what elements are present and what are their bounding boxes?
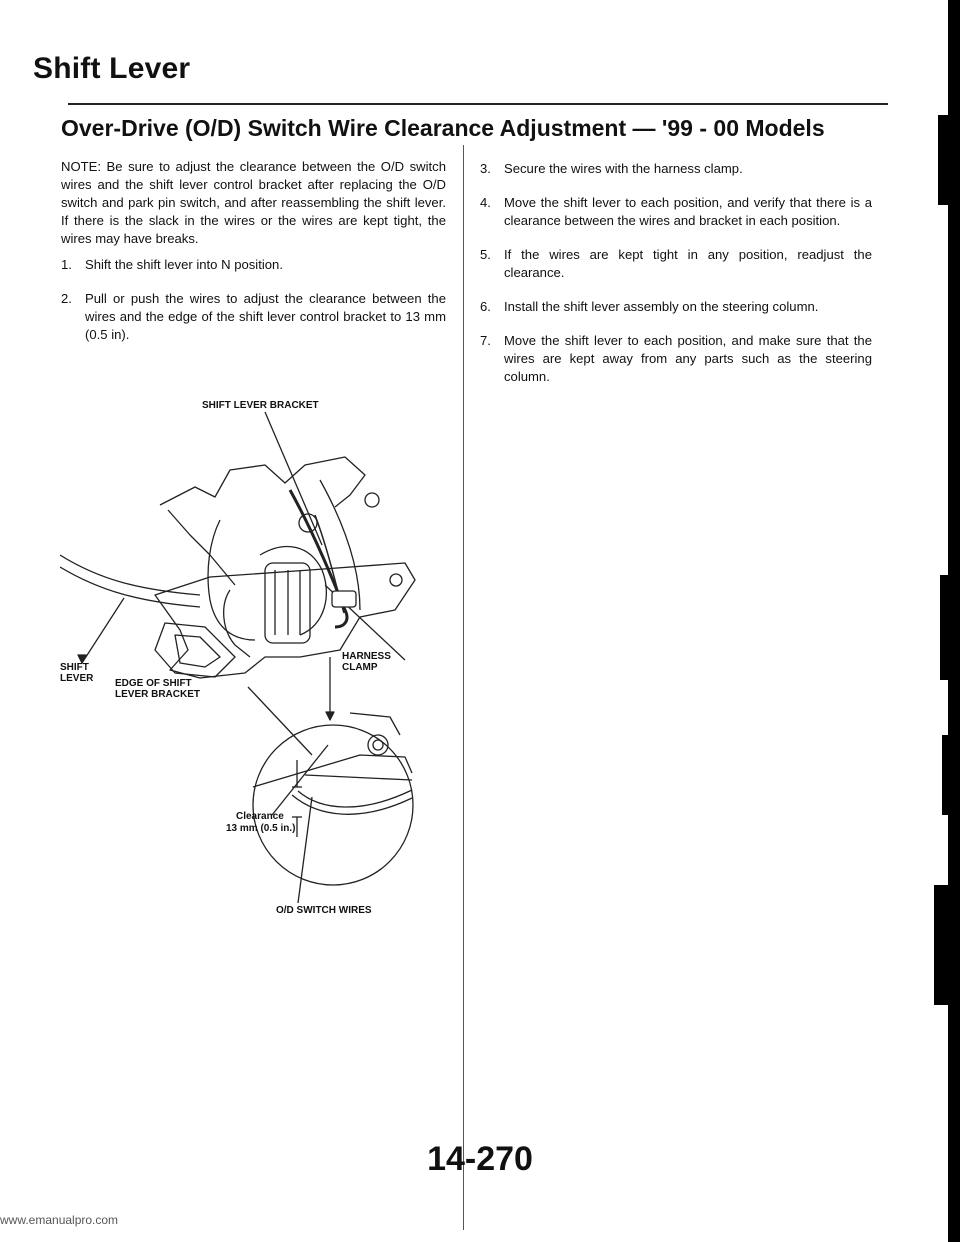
page-edge-tab	[938, 115, 960, 205]
step-text: Shift the shift lever into N position.	[85, 257, 283, 272]
step-text: If the wires are kept tight in any position, readjust the clearance.	[504, 247, 872, 280]
step-text: Move the shift lever to each position, and make sure that the wires are kept away from any parts such as the steering column.	[504, 333, 872, 384]
title-rule	[68, 103, 888, 105]
page-edge-tab	[942, 735, 960, 815]
label-od-switch-wires: O/D SWITCH WIRES	[276, 905, 372, 916]
step-number: 6.	[480, 299, 491, 314]
step-item	[61, 290, 446, 344]
label-shift-lever: SHIFT LEVER	[60, 662, 94, 684]
label-clearance-value: 13 mm (0.5 in.)	[226, 823, 296, 834]
label-shift-lever-bracket: SHIFT LEVER BRACKET	[202, 400, 319, 411]
page-title: Shift Lever	[33, 52, 191, 85]
page-edge-tab	[940, 575, 960, 680]
step-number: 5.	[480, 247, 491, 262]
label-edge-of-shift-lever-bracket: EDGE OF SHIFT LEVER BRACKET	[115, 678, 201, 700]
step-item	[61, 256, 446, 274]
watermark: www.emanualpro.com	[0, 1213, 119, 1227]
left-column	[61, 158, 446, 360]
step-text: Move the shift lever to each position, and verify that there is a clearance between the wires and bracket in each position.	[504, 195, 872, 228]
step-text: Pull or push the wires to adjust the clearance between the wires and the edge of the shift lever control bracket to 13 mm (0.5 in).	[85, 291, 446, 342]
step-number: 3.	[480, 161, 491, 176]
step-number: 1.	[61, 257, 72, 272]
column-divider	[463, 145, 464, 1230]
section-title: Over-Drive (O/D) Switch Wire Clearance Adjustment — '99 - 00 Models	[61, 115, 825, 141]
right-column	[480, 160, 872, 402]
step-number: 7.	[480, 333, 491, 348]
label-harness-clamp: HARNESS CLAMP	[342, 651, 391, 673]
note-paragraph: NOTE: Be sure to adjust the clearance between the O/D switch wires and the shift lever control bracket after replacing the O/D switch and park pin switch, and after reassembling the shift lever. If there is the slack in the wires or the wires are kept tight, the wires may have breaks.	[61, 159, 446, 246]
step-item	[480, 332, 872, 386]
label-clearance: Clearance	[236, 811, 284, 822]
step-item	[480, 160, 872, 178]
page-edge-tab	[934, 885, 960, 1005]
steps-list-right	[480, 160, 872, 386]
step-item	[480, 194, 872, 230]
steps-list-left	[61, 256, 446, 344]
step-number: 4.	[480, 195, 491, 210]
shift-lever-bracket-diagram	[60, 395, 460, 930]
step-item	[480, 298, 872, 316]
page-number: 14-270	[427, 1140, 533, 1178]
step-item	[480, 246, 872, 282]
step-text: Secure the wires with the harness clamp.	[504, 161, 743, 176]
step-number: 2.	[61, 291, 72, 306]
step-text: Install the shift lever assembly on the steering column.	[504, 299, 819, 314]
